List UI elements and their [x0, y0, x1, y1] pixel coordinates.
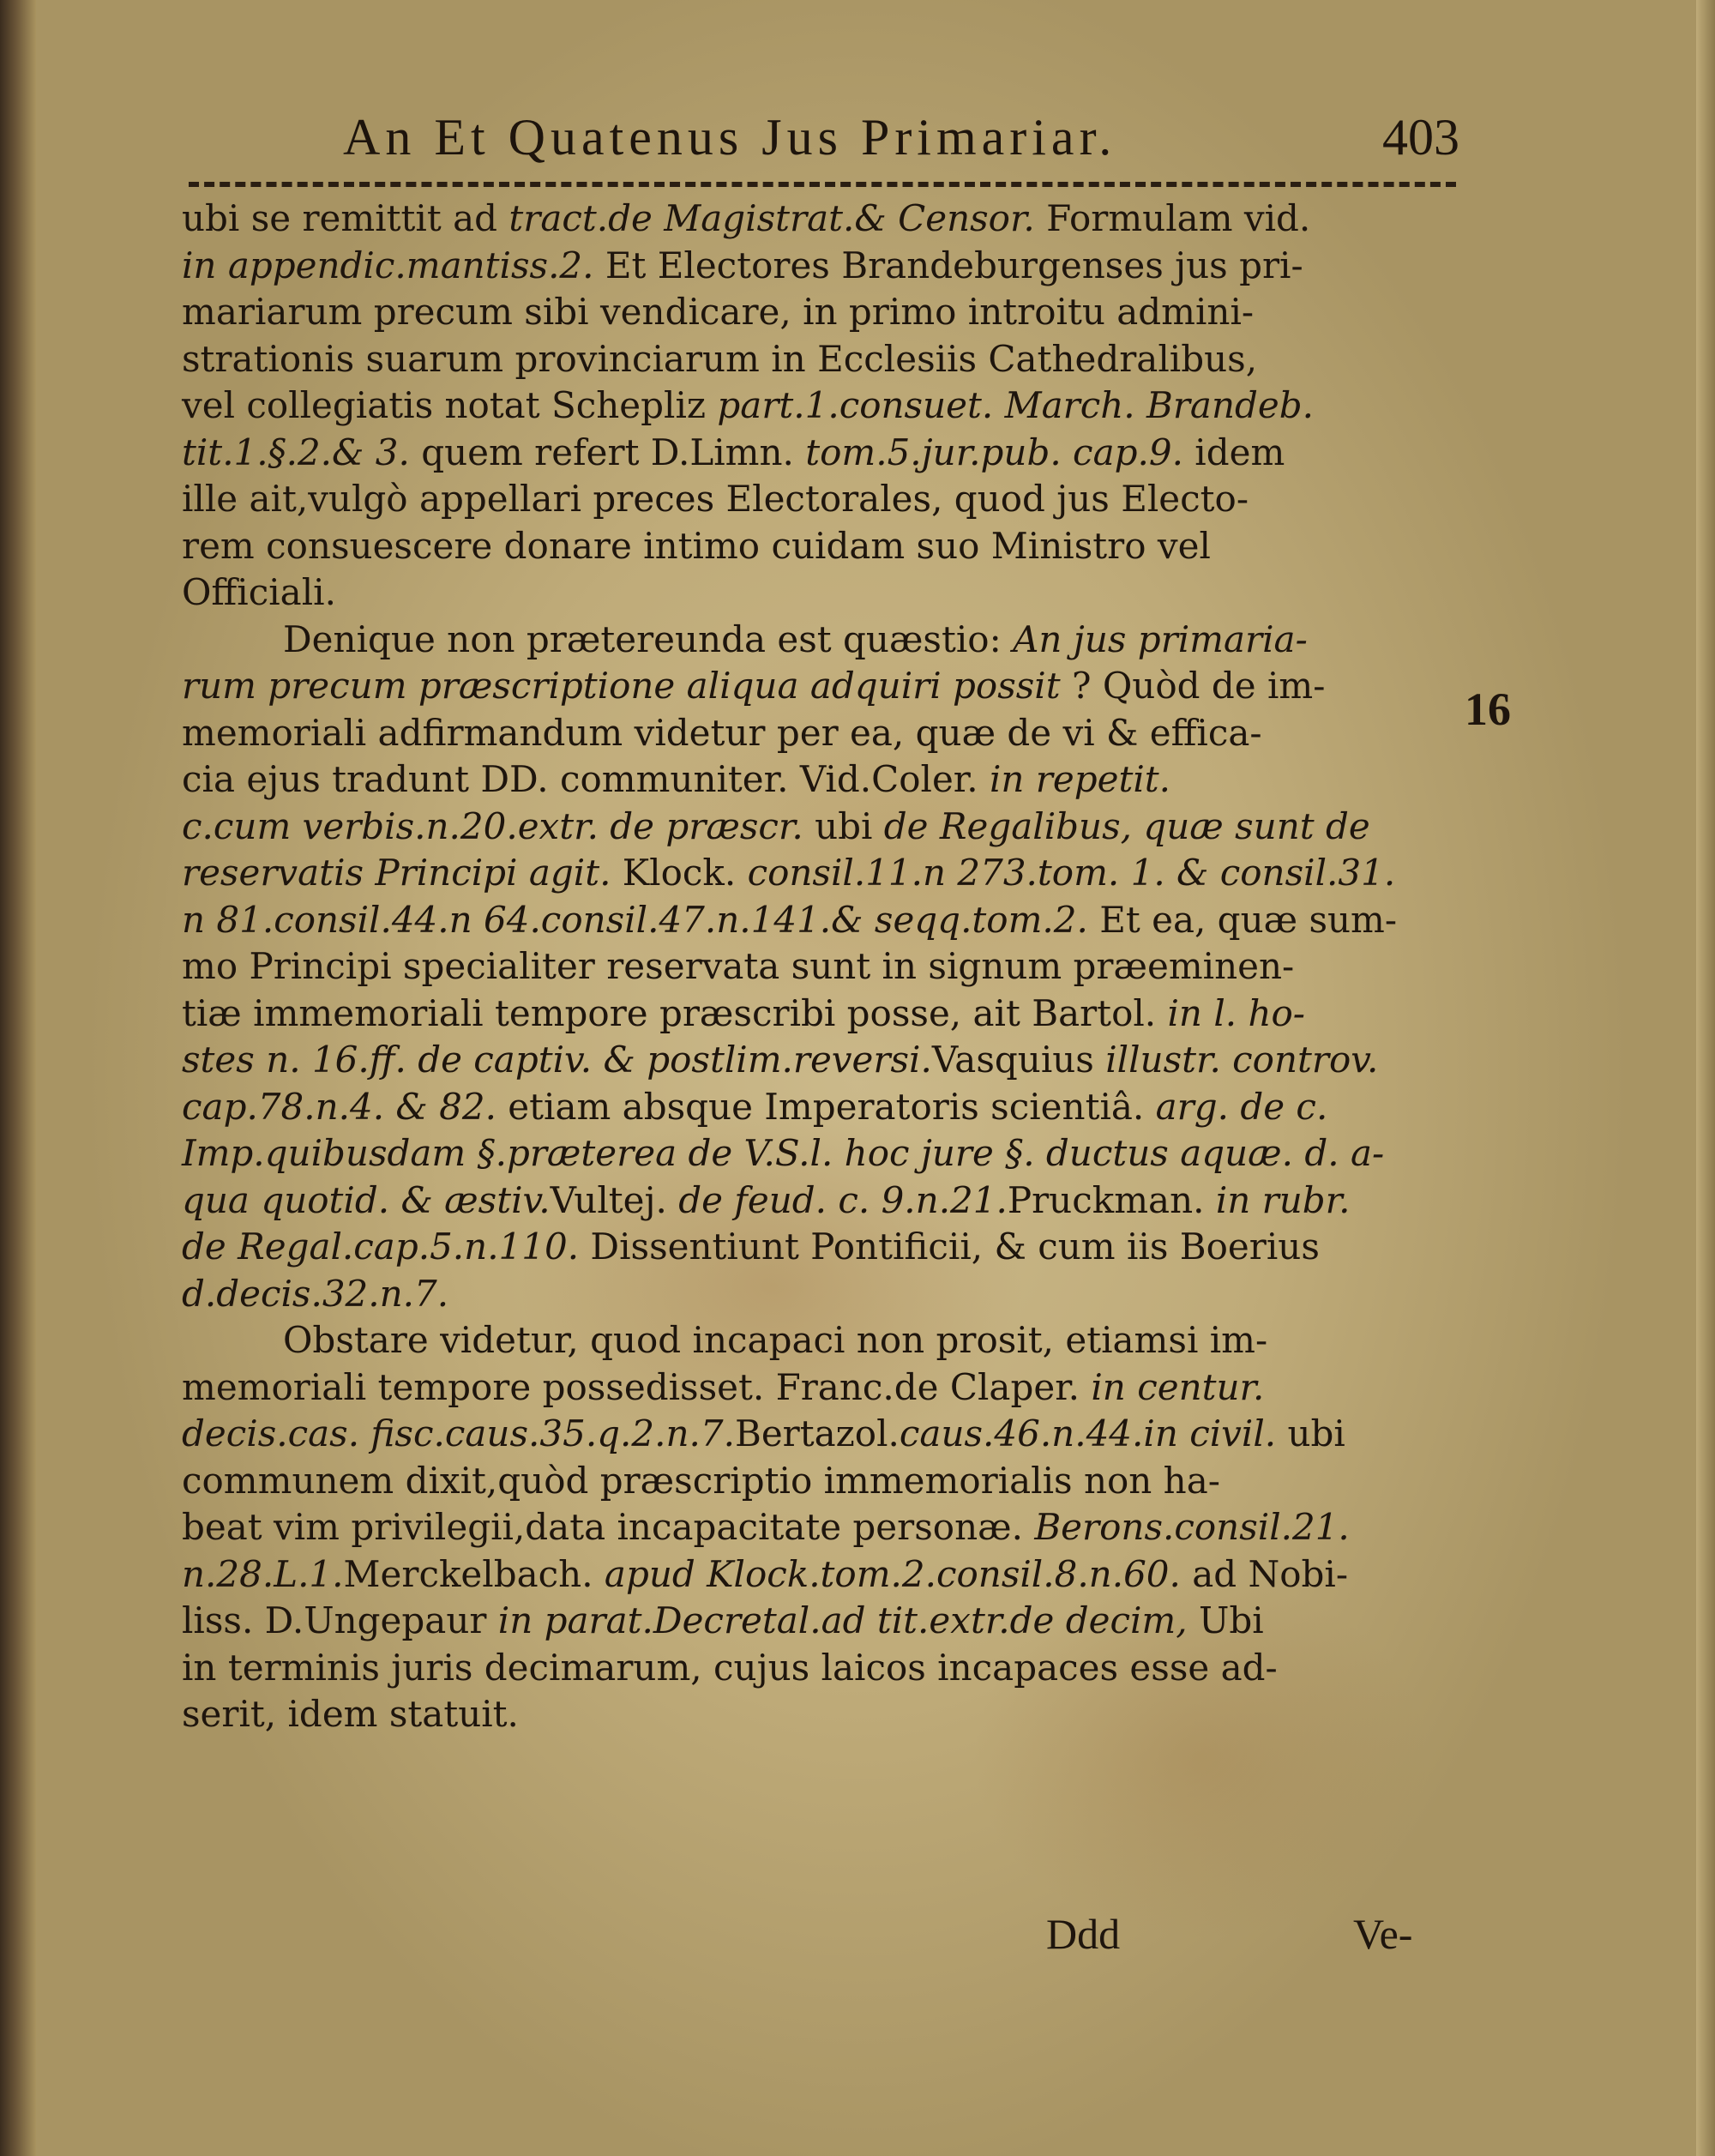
text-line: [182, 1598, 1459, 1645]
text-line: [182, 710, 1459, 757]
text-line: [182, 1130, 1459, 1177]
italic-citation: tom.5.jur.pub. cap.9.: [805, 431, 1183, 473]
text-line: [182, 1458, 1459, 1505]
text-line: [182, 617, 1459, 664]
text-line: [182, 289, 1459, 336]
book-spine-shadow: [0, 0, 36, 2156]
text-run: Vultej.: [550, 1178, 679, 1221]
text-run: Bertazol.: [734, 1412, 900, 1454]
italic-citation: stes n. 16.ff. de captiv. & postlim.reversi.: [182, 1039, 932, 1081]
text-line: [182, 1645, 1459, 1692]
italic-citation: qua quotid. & æstiv.: [182, 1178, 551, 1221]
text-line: [182, 756, 1459, 804]
text-run: ille ait,vulgò appellari preces Electorales, quod jus Electo-: [182, 478, 1249, 520]
text-line: [182, 523, 1459, 570]
text-run: Formulam vid.: [1034, 197, 1311, 239]
text-run: Merckelbach.: [343, 1552, 605, 1595]
text-line: [182, 1504, 1459, 1551]
italic-citation: de Regal.cap.5.n.110.: [182, 1226, 580, 1268]
italic-citation: n.28.L.1.: [182, 1552, 344, 1595]
text-run: strationis suarum provinciarum in Ecclesiis Cathedralibus,: [182, 337, 1258, 380]
text-run: idem: [1182, 431, 1285, 473]
text-line: [182, 476, 1459, 523]
text-run: ubi: [1276, 1412, 1345, 1454]
text-run: quem refert D.Limn.: [409, 431, 806, 473]
text-run: Denique non prætereunda est quæstio:: [283, 617, 1014, 660]
italic-citation: arg. de c.: [1155, 1085, 1328, 1128]
text-line: [182, 1177, 1459, 1225]
text-run: Pruckman.: [1007, 1178, 1216, 1221]
text-run: Dissentiunt Pontificii, & cum iis Boerius: [579, 1226, 1320, 1268]
text-run: ubi: [803, 804, 884, 847]
text-run: vel collegiatis notat Schepliz: [182, 384, 718, 426]
text-run: memoriali adfirmandum videtur per ea, quæ de vi & effica-: [182, 711, 1262, 754]
italic-citation: c.cum verbis.n.20.extr. de præscr.: [182, 804, 803, 847]
text-run: Et ea, quæ sum-: [1087, 898, 1398, 941]
body-text: [182, 196, 1459, 1738]
text-run: liss. D.Ungepaur: [182, 1599, 498, 1641]
text-line: [182, 1691, 1459, 1738]
text-run: Klock.: [611, 852, 748, 894]
italic-citation: apud Klock.tom.2.consil.8.n.60.: [604, 1552, 1181, 1595]
text-line: [182, 1084, 1459, 1131]
text-run: ubi se remittit ad: [182, 197, 509, 239]
text-run: etiam absque Imperatoris scientiâ.: [496, 1085, 1156, 1128]
text-line: [182, 897, 1459, 944]
text-line: [182, 430, 1459, 477]
text-run: memoriali tempore possedisset. Franc.de Claper.: [182, 1365, 1092, 1408]
text-run: Officiali.: [182, 571, 336, 613]
text-run: communem dixit,quòd præscriptio immemorialis non ha-: [182, 1459, 1220, 1502]
text-line: [182, 243, 1459, 290]
text-run: tiæ immemoriali tempore præscribi posse, ait Bartol.: [182, 991, 1168, 1034]
text-line: [182, 804, 1459, 851]
italic-citation: tract.de Magistrat.& Censor.: [508, 197, 1035, 239]
italic-citation: de feud. c. 9.n.21.: [678, 1178, 1008, 1221]
italic-citation: consil.11.n 273.tom. 1. & consil.31.: [747, 852, 1396, 894]
text-line: [182, 1411, 1459, 1458]
text-line: [182, 850, 1459, 897]
page-edge: [1696, 0, 1715, 2156]
text-line: [182, 943, 1459, 991]
text-line: [182, 991, 1459, 1038]
italic-citation: d.decis.32.n.7.: [182, 1272, 449, 1315]
signature-mark: Ddd: [1046, 1910, 1121, 1958]
italic-citation: caus.46.n.44.in civil.: [899, 1412, 1277, 1454]
text-line: [182, 569, 1459, 617]
italic-citation: reservatis Principi agit.: [182, 852, 611, 894]
text-run: cia ejus tradunt DD. communiter. Vid.Coler.: [182, 758, 990, 800]
text-run: Et Electores Brandeburgenses jus pri-: [593, 244, 1303, 286]
italic-citation: in rubr.: [1215, 1178, 1351, 1221]
text-run: ? Quòd de im-: [1060, 665, 1326, 707]
text-run: Obstare videtur, quod incapaci non prosit, etiamsi im-: [283, 1319, 1268, 1361]
text-run: Ubi: [1187, 1599, 1264, 1641]
header-rule: [189, 182, 1456, 187]
italic-citation: in repetit.: [989, 758, 1171, 800]
italic-citation: in appendic.mantiss.2.: [182, 244, 594, 286]
running-title: An Et Quatenus Jus Primariar.: [343, 109, 1117, 166]
text-line: [182, 382, 1459, 430]
text-run: ad Nobi-: [1180, 1552, 1349, 1595]
catchword: Ve-: [1353, 1910, 1413, 1958]
text-line: [182, 1551, 1459, 1599]
italic-citation: Imp.quibusdam §.præterea de V.S.l. hoc jure §. ductus aquæ. d. a-: [182, 1132, 1385, 1174]
italic-citation: de Regalibus, quæ sunt de: [883, 804, 1370, 847]
text-run: rem consuescere donare intimo cuidam suo Ministro vel: [182, 524, 1211, 567]
text-run: in terminis juris decimarum, cujus laicos incapaces esse ad-: [182, 1646, 1278, 1689]
text-line: [182, 1224, 1459, 1271]
italic-citation: in l. ho-: [1167, 991, 1305, 1034]
italic-citation: tit.1.§.2.& 3.: [182, 431, 410, 473]
italic-citation: An jus primaria-: [1013, 617, 1308, 660]
text-run: mariarum precum sibi vendicare, in primo introitu admini-: [182, 291, 1255, 333]
text-line: [182, 1037, 1459, 1084]
text-line: [182, 1364, 1459, 1412]
text-run: Vasquius: [931, 1039, 1106, 1081]
margin-note: 16: [1465, 684, 1511, 735]
italic-citation: rum precum præscriptione aliqua adquiri possit: [182, 665, 1061, 707]
italic-citation: Berons.consil.21.: [1034, 1506, 1350, 1548]
text-line: [182, 1271, 1459, 1318]
italic-citation: decis.cas. fisc.caus.35.q.2.n.7.: [182, 1412, 735, 1454]
text-run: serit, idem statuit.: [182, 1693, 519, 1735]
italic-citation: in parat.Decretal.ad tit.extr.de decim,: [497, 1599, 1188, 1641]
text-line: [182, 196, 1459, 243]
text-line: [182, 663, 1459, 710]
page-number: 403: [1382, 109, 1459, 166]
italic-citation: illustr. controv.: [1105, 1039, 1379, 1081]
italic-citation: in centur.: [1091, 1365, 1265, 1408]
text-run: mo Principi specialiter reservata sunt in signum præeminen-: [182, 945, 1295, 987]
italic-citation: n 81.consil.44.n 64.consil.47.n.141.& seqq.tom.2.: [182, 898, 1088, 941]
text-run: beat vim privilegii,data incapacitate personæ.: [182, 1506, 1035, 1548]
text-line: [182, 336, 1459, 383]
italic-citation: part.1.consuet. March. Brandeb.: [717, 384, 1314, 426]
italic-citation: cap.78.n.4. & 82.: [182, 1085, 496, 1128]
text-line: [182, 1317, 1459, 1364]
